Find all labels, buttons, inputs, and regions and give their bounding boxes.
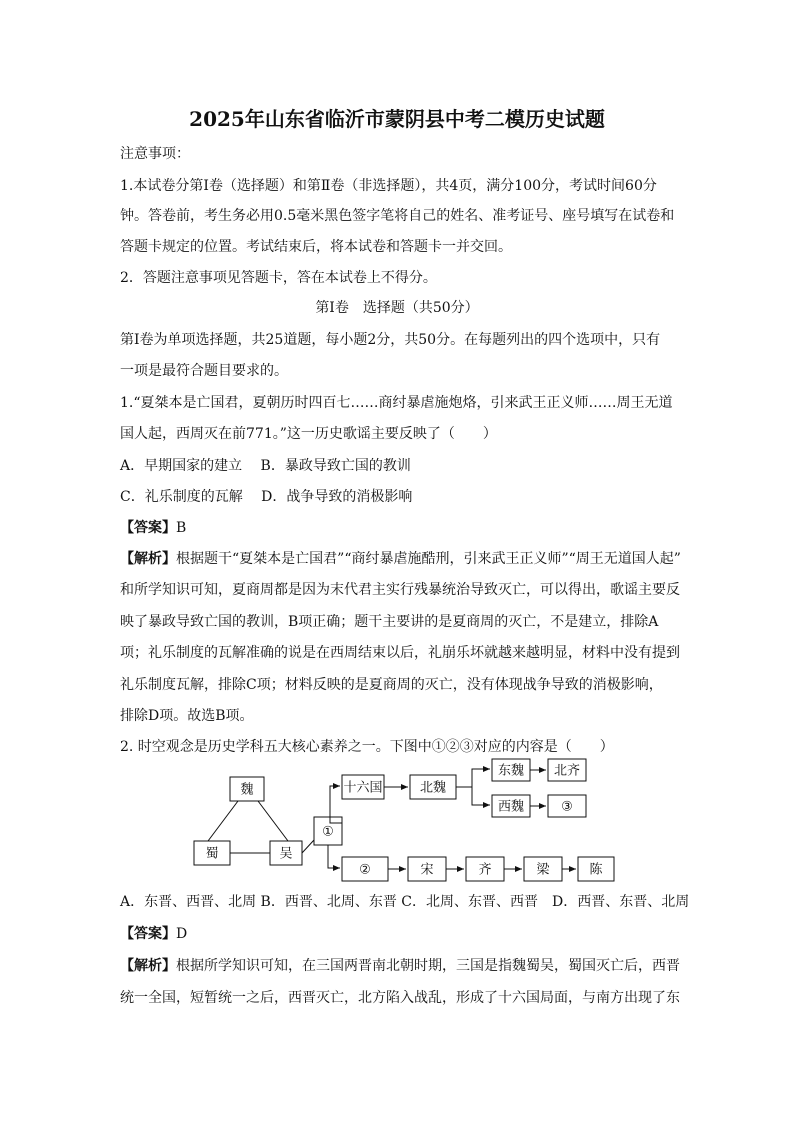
label-circle2: ② [359,862,371,878]
q1-analysis-line-5: 礼乐制度瓦解，排除C项；材料反映的是夏商周的灭亡，没有体现战争导致的消极影响， [120,677,663,693]
page-title: 2025年山东省临沂市蒙阴县中考二模历史试题 [189,107,605,131]
q1-analysis-text-1: 根据题干“夏桀本是亡国君”“商纣暴虐施酷刑，引来武王正义师”“周王无道国人起” [176,551,681,567]
label-xiwei: 西魏 [497,799,525,815]
notice-heading: 注意事项： [120,146,190,162]
label-wu: 吴 [279,846,293,862]
q1-answer [120,518,680,538]
label-circle1: ① [322,824,334,840]
q1-analysis-line-4: 项；礼乐制度的瓦解准确的说是在西周结束以后，礼崩乐坏就越来越明显，材料中没有提到 [120,645,680,661]
notice-1-line-3: 答题卡规定的位置。考试结束后，将本试卷和答题卡一并交回。 [120,239,512,255]
history-diagram [180,755,630,885]
notice-2: 2．答题注意事项见答题卡，答在本试卷上不得分。 [120,270,437,286]
q2-answer-label: 【答案】 [120,926,176,942]
label-shu: 蜀 [205,846,219,862]
q1-stem-line-1: 1.“夏桀本是亡国君，夏朝历时四百七……商纣暴虐施炮烙，引来武王正义师……周王无道 [120,395,673,411]
section-intro-line-2: 一项是最符合题目要求的。 [120,363,288,379]
label-circle3: ③ [561,799,573,815]
label-song: 宋 [420,862,434,878]
label-sixteen: 十六国 [343,780,383,796]
label-qi: 齐 [478,862,492,878]
section-title: 第Ⅰ卷 选择题（共50分） [315,300,479,316]
q1-analysis-line-2: 和所学知识可知，夏商周都是因为末代君主实行残暴统治导致灭亡，可以得出，歌谣主要反 [120,582,680,598]
q2-answer-value: D [176,926,188,942]
q1-answer-value: B [176,520,187,536]
q2-analysis-text-1: 根据所学知识可知，在三国两晋南北朝时期，三国是指魏蜀吴，蜀国灭亡后，西晋 [176,958,680,974]
q1-analysis-line-1 [120,549,680,569]
q1-analysis-line-6: 排除D项。故选B项。 [120,708,254,724]
label-beiqi: 北齐 [553,763,581,779]
q2-answer [120,924,680,944]
label-beiwei: 北魏 [419,780,447,796]
q1-options-line-1: A．早期国家的建立 B．暴政导致亡国的教训 [120,458,411,474]
q2-options: A．东晋、西晋、北周 B．西晋、北周、东晋 C．北周、东晋、西晋 D．西晋、东晋、北周 [120,894,690,910]
label-wei: 魏 [240,782,254,798]
q1-stem-line-2: 国人起，西周灭在前771。”这一历史歌谣主要反映了（ ） [120,426,497,442]
notice-1-line-1: 1.本试卷分第Ⅰ卷（选择题）和第Ⅱ卷（非选择题），共4页，满分100分，考试时间60分 [120,178,657,194]
label-dongwei: 东魏 [497,763,525,779]
q2-analysis-label: 【解析】 [120,958,176,974]
notice-1-line-2: 钟。答卷前，考生务必用0.5毫米黑色签字笔将自己的姓名、准考证号、座号填写在试卷和 [120,208,675,224]
q2-analysis-line-2: 统一全国，短暂统一之后，西晋灭亡，北方陷入战乱，形成了十六国局面，与南方出现了东 [120,990,680,1006]
q1-analysis-label: 【解析】 [120,551,176,567]
q1-options-line-2: C．礼乐制度的瓦解 D．战争导致的消极影响 [120,489,413,505]
q2-stem: 2. 时空观念是历史学科五大核心素养之一。下图中①②③对应的内容是（ ） [120,739,614,755]
q1-answer-label: 【答案】 [120,520,176,536]
label-liang: 梁 [536,862,550,878]
q1-analysis-line-3: 映了暴政导致亡国的教训，B项正确；题干主要讲的是夏商周的灭亡，不是建立，排除A [120,614,659,630]
section-intro-line-1: 第Ⅰ卷为单项选择题，共25道题，每小题2分，共50分。在每题列出的四个选项中，只有 [120,332,661,348]
q2-analysis-line-1 [120,956,680,976]
label-chen: 陈 [589,862,603,878]
